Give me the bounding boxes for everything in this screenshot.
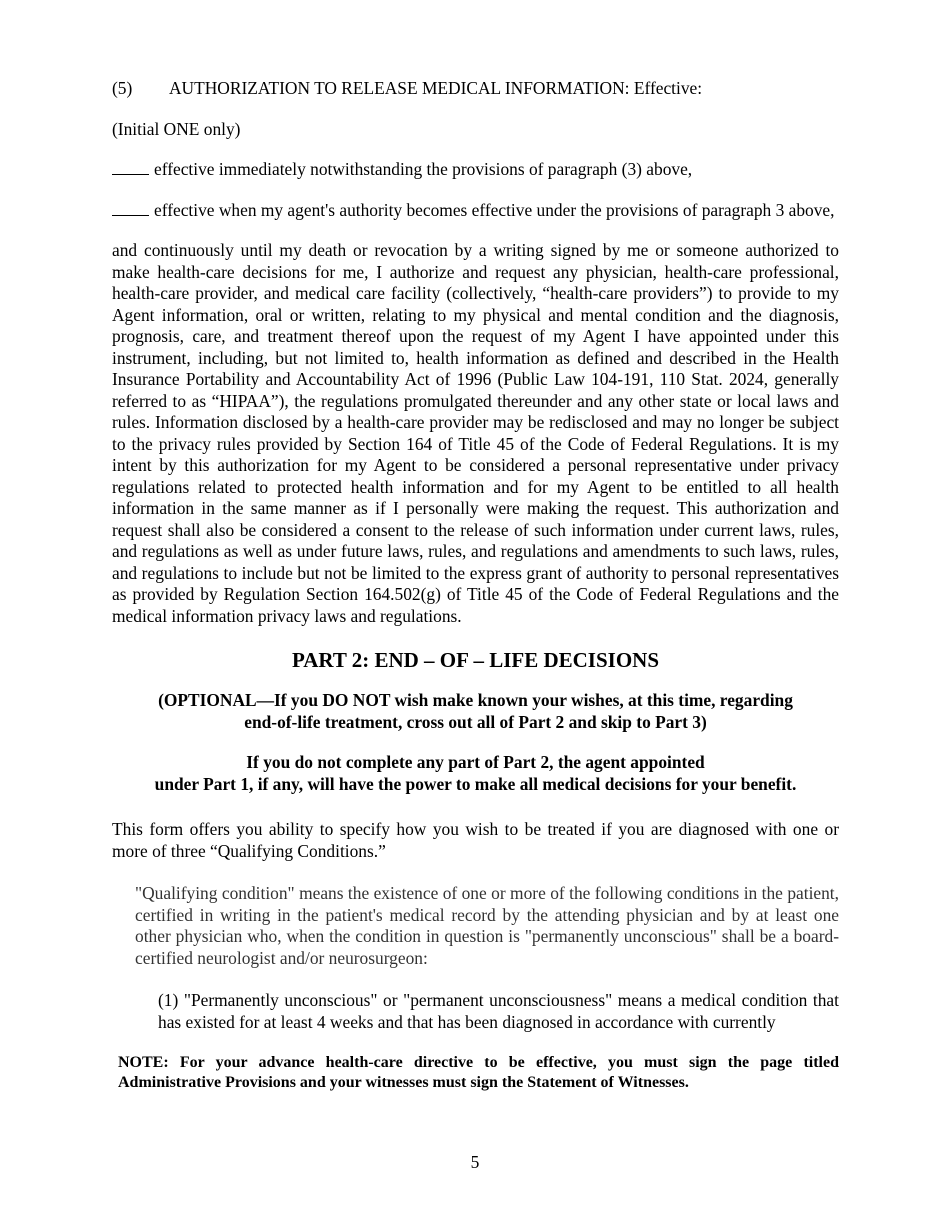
authorization-body: and continuously until my death or revocation by a writing signed by me or someone authorized to make health-care decisions for me, I authorize and request any physician, health-care professional, health-care provider, and medical care facility (collectively, “health-care providers”) to provide to my Agent information, oral or written, relating to my physical and mental condition and the diagnosis, prognosis, care, and treatment thereof upon the request of my Agent I have appointed under this instrument, including, but not limited to, health information as defined and described in the Health Insurance Portability and Accountability Act of 1996 (Public Law 104-191, 110 Stat. 2024, generally referred to as “HIPAA”), the regulations promulgated thereunder and any other state or local laws and rules. Information disclosed by a health-care provider may be redisclosed and may no longer be subject to the privacy rules provided by Section 164 of Title 45 of the Code of Federal Regulations. It is my intent by this authorization for my Agent to be considered a personal representative under privacy regulations related to protected health information and for my Agent to be entitled to all health information in the same manner as if I personally were making the request. This authorization and request shall also be considered a consent to the release of such information under current laws, rules, and regulations as well as under future laws, rules, and regulations and amendments to such laws, rules, and regulations to include but not be limited to the express grant of authority to personal representatives as provided by Regulation Section 164.502(g) of Title 45 of the Code of Federal Regulations and the medical information privacy laws and regulations. [112,240,839,626]
option-agent-authority-text: effective when my agent's authority becomes effective under the provisions of paragraph 3 above, [154,199,835,220]
initial-instruction: (Initial ONE only) [112,118,241,139]
warning-line-2: under Part 1, if any, will have the power to make all medical decisions for your benefit. [154,773,797,794]
section-5-heading [112,78,839,100]
part-2-intro: This form offers you ability to specify how you wish to be treated if you are diagnosed with one or more of three “Qualifying Conditions.” [112,819,839,861]
part-2-optional-note [112,690,839,733]
section-number: (5) [112,78,133,98]
document-page [112,78,839,1093]
part-2-title: PART 2: END – OF – LIFE DECISIONS [291,648,659,672]
optional-line-1: (OPTIONAL—If you DO NOT wish make known your wishes, at this time, regarding [158,690,793,710]
optional-line-2: end-of-life treatment, cross out all of Part 2 and skip to Part 3) [244,711,707,732]
initial-blank-1[interactable] [112,160,149,175]
page-number: 5 [470,1152,480,1172]
condition-item-1: (1) "Permanently unconscious" or "permanent unconsciousness" means a medical condition that has existed for at least 4 weeks and that has been diagnosed in accordance with currently [158,990,839,1032]
signature-note: NOTE: For your advance health-care directive to be effective, you must sign the page titled Administrative Provisions and your witnesses must sign the Statement of Witnesses. [118,1054,839,1091]
initial-blank-2[interactable] [112,201,149,216]
part-2-warning [112,752,839,795]
option-agent-authority [112,200,839,222]
section-title: AUTHORIZATION TO RELEASE MEDICAL INFORMATION: Effective: [169,78,703,98]
warning-line-1: If you do not complete any part of Part 2, the agent appointed [246,752,705,772]
qualifying-condition-definition: "Qualifying condition" means the existence of one or more of the following conditions in the patient, certified in writing in the patient's medical record by the attending physician and by at least one other physician who, when the condition in question is "permanently unconscious" shall be a board-certified neurologist and/or neurosurgeon: [135,883,839,968]
option-immediate [112,159,839,181]
option-immediate-text: effective immediately notwithstanding the provisions of paragraph (3) above, [154,159,693,179]
